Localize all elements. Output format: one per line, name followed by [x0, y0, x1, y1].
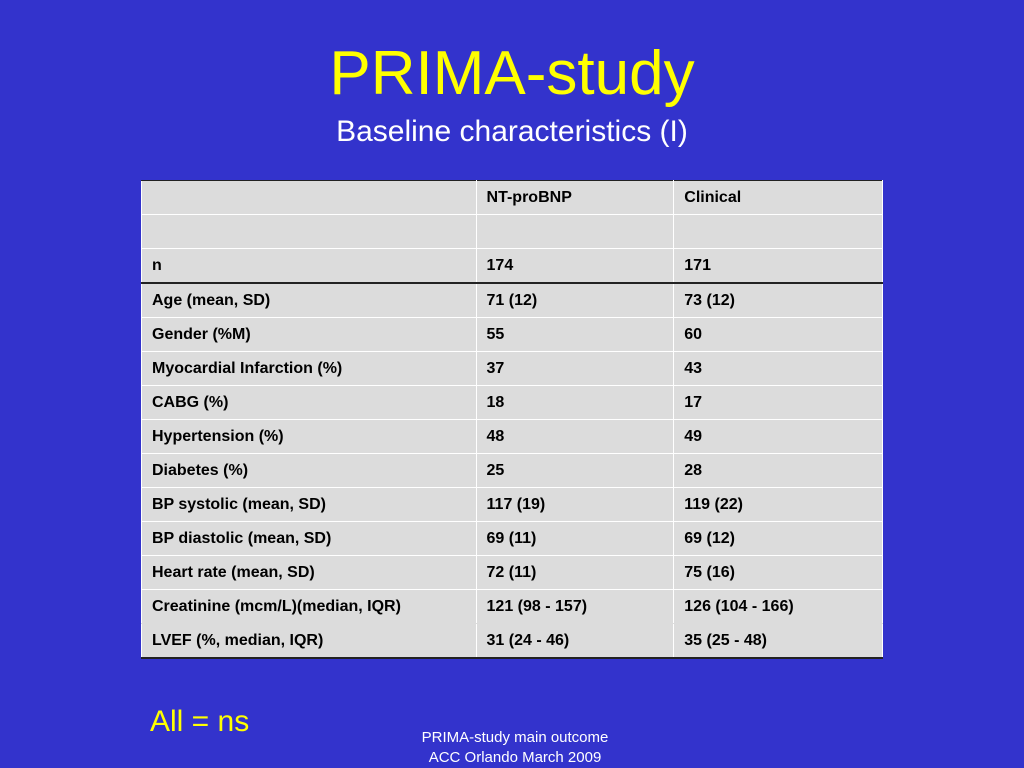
- clinical-value: 69 (12): [674, 522, 883, 556]
- nt-probnp-value: 37: [476, 352, 674, 386]
- footer-line-2: ACC Orlando March 2009: [428, 749, 602, 766]
- nt-probnp-value: 174: [476, 249, 674, 284]
- table-header-row: [142, 181, 883, 215]
- clinical-value: 60: [674, 318, 883, 352]
- table-row: [142, 454, 883, 488]
- nt-probnp-value: 71 (12): [476, 283, 674, 318]
- nt-probnp-value: 121 (98 - 157): [476, 590, 674, 624]
- clinical-value: 35 (25 - 48): [674, 624, 883, 659]
- row-label: n: [142, 249, 477, 284]
- row-label: CABG (%): [142, 386, 477, 420]
- baseline-table: [141, 180, 883, 659]
- nt-probnp-value: 25: [476, 454, 674, 488]
- table-row: [142, 420, 883, 454]
- table-row: [142, 386, 883, 420]
- row-label: LVEF (%, median, IQR): [142, 624, 477, 659]
- row-label: Myocardial Infarction (%): [142, 352, 477, 386]
- table-row: [142, 215, 883, 249]
- row-label: Heart rate (mean, SD): [142, 556, 477, 590]
- header-cell-nt-probnp: NT-proBNP: [476, 181, 674, 215]
- nt-probnp-value: 18: [476, 386, 674, 420]
- table-row: [142, 249, 883, 284]
- nt-probnp-value: 48: [476, 420, 674, 454]
- table-row: [142, 318, 883, 352]
- row-label: Creatinine (mcm/L)(median, IQR): [142, 590, 477, 624]
- table-row: [142, 352, 883, 386]
- row-label: BP systolic (mean, SD): [142, 488, 477, 522]
- table-row: [142, 488, 883, 522]
- nt-probnp-value: 69 (11): [476, 522, 674, 556]
- table-row: [142, 283, 883, 318]
- row-label: [142, 215, 477, 249]
- clinical-value: 119 (22): [674, 488, 883, 522]
- nt-probnp-value: 55: [476, 318, 674, 352]
- table-row: [142, 556, 883, 590]
- nt-probnp-value: 72 (11): [476, 556, 674, 590]
- clinical-value: 49: [674, 420, 883, 454]
- table-row: [142, 522, 883, 556]
- clinical-value: 75 (16): [674, 556, 883, 590]
- slide-subtitle: Baseline characteristics (I): [336, 115, 688, 148]
- row-label: Gender (%M): [142, 318, 477, 352]
- nt-probnp-value: 117 (19): [476, 488, 674, 522]
- significance-note: All = ns: [150, 705, 250, 738]
- nt-probnp-value: 31 (24 - 46): [476, 624, 674, 659]
- row-label: Diabetes (%): [142, 454, 477, 488]
- row-label: Hypertension (%): [142, 420, 477, 454]
- clinical-value: 43: [674, 352, 883, 386]
- header-cell-clinical: Clinical: [674, 181, 883, 215]
- slide-footer: [380, 728, 650, 768]
- row-label: BP diastolic (mean, SD): [142, 522, 477, 556]
- clinical-value: 28: [674, 454, 883, 488]
- clinical-value: 126 (104 - 166): [674, 590, 883, 624]
- footer-line-1: PRIMA-study main outcome: [421, 729, 609, 746]
- row-label: Age (mean, SD): [142, 283, 477, 318]
- clinical-value: 73 (12): [674, 283, 883, 318]
- table-row: [142, 590, 883, 624]
- table-row: [142, 624, 883, 659]
- clinical-value: 171: [674, 249, 883, 284]
- header-cell-label: [142, 181, 477, 215]
- clinical-value: 17: [674, 386, 883, 420]
- clinical-value: [674, 215, 883, 249]
- slide-title: PRIMA-study: [329, 39, 695, 108]
- nt-probnp-value: [476, 215, 674, 249]
